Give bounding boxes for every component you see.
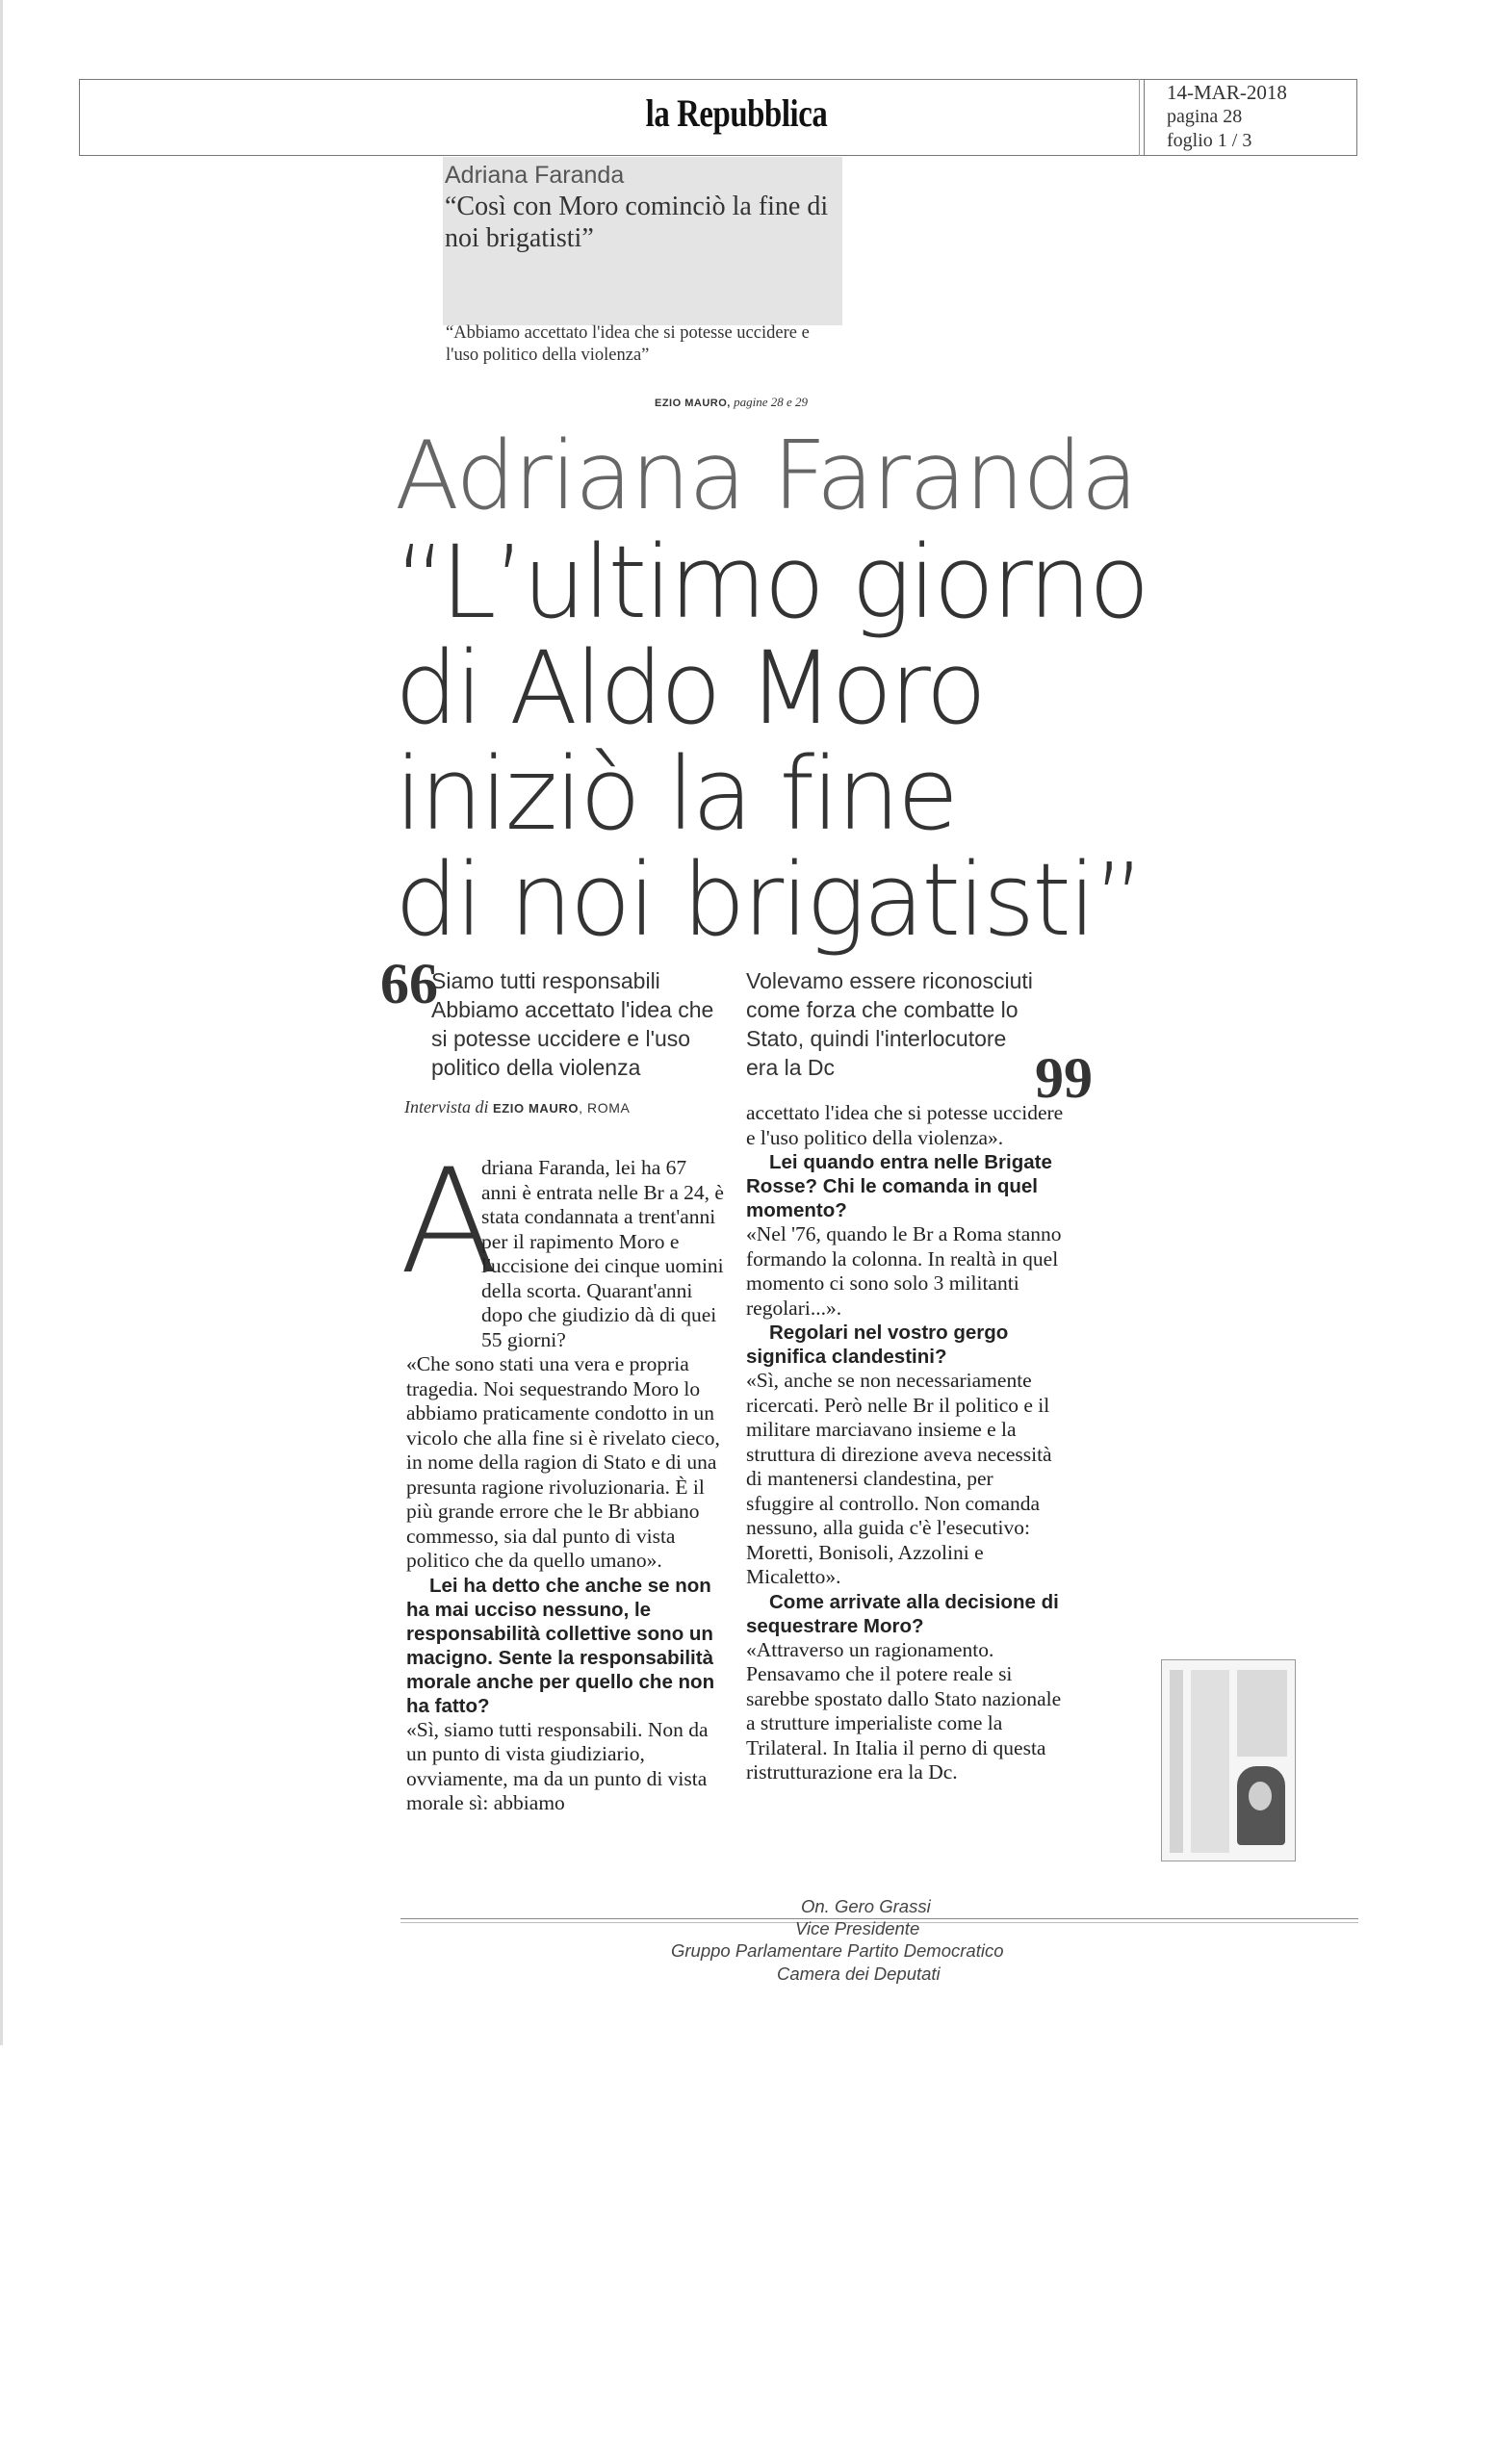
headline-line: iniziò la fine <box>395 735 956 853</box>
drop-cap: A <box>400 1139 499 1306</box>
open-quote-mark: 66 <box>380 952 438 1015</box>
article-paragraph: «Sì, anche se non necessariamente ricercati. Però nelle Br il politico e il militare marciavano insieme e la struttura di direzione aveva necessità di mantenersi clandestina, per sfuggire al controllo. Non comanda nessuno, alla guida c'è l'esecutivo: Moretti, Bonisoli, Azzolini e Micaletto». <box>746 1369 1052 1588</box>
page-thumbnail <box>1161 1659 1296 1861</box>
headline-line: di noi brigatisti” <box>395 841 1143 959</box>
article-byline <box>404 1097 630 1117</box>
teaser-byline-author: EZIO MAURO, <box>655 398 731 409</box>
thumbnail-strip <box>1170 1670 1183 1853</box>
signature-group: Gruppo Parlamentare Partito Democratico <box>671 1940 1004 1961</box>
scan-edge <box>0 0 3 2045</box>
sheet-number: foglio 1 / 3 <box>1167 130 1252 151</box>
teaser-title: “Così con Moro cominciò la fine di noi brigatisti” <box>445 192 829 253</box>
article-intro: driana Faranda, lei ha 67 anni è entrata nelle Br a 24, è stata condannata a trent'anni per il rapimento Moro e l'uccisione dei cinque uomini della scorta. Quarant'anni dopo che giudizio dà di quei 55 giorni? <box>481 1156 724 1351</box>
article-column-right <box>746 1101 1064 1785</box>
pull-quote-left: Siamo tutti responsabili Abbiamo accettato l'idea che si potesse uccidere e l'uso politico della violenza <box>431 968 714 1080</box>
thumbnail-strip <box>1237 1670 1287 1757</box>
interview-question: Come arrivate alla decisione di sequestrare Moro? <box>746 1590 1059 1637</box>
thumbnail-strip <box>1191 1670 1229 1853</box>
teaser-byline <box>655 395 808 410</box>
interview-question: Regolari nel vostro gergo significa clandestini? <box>746 1322 1009 1368</box>
pull-quote-right: Volevamo essere riconosciuti come forza che combatte lo Stato, quindi l'interlocutore era la Dc <box>746 968 1033 1080</box>
signature-role: Vice Presidente <box>795 1918 920 1938</box>
page-number: pagina 28 <box>1167 106 1243 127</box>
close-quote-mark: 99 <box>1035 1046 1093 1110</box>
teaser-quote: “Abbiamo accettato l'idea che si potesse uccidere e l'uso politico della violenza” <box>446 323 810 365</box>
headline <box>395 422 1148 959</box>
header-divider <box>1139 79 1140 156</box>
interview-question: Lei quando entra nelle Brigate Rosse? Chi le comanda in quel momento? <box>746 1151 1052 1221</box>
interview-question: Lei ha detto che anche se non ha mai ucciso nessuno, le responsabilità collettive sono un macigno. Sente la responsabilità morale anche per quello che non ha fatto? <box>406 1574 715 1717</box>
article-paragraph: «Che sono stati una vera e propria tragedia. Noi sequestrando Moro lo abbiamo praticamente condotto in un vicolo che alla fine si è rivelato cieco, in nome della ragion di Stato e di una presunta ragione rivoluzionaria. È il più grande errore che le Br abbiano commesso, sia dal punto di vista politico che da quello umano». <box>406 1352 720 1572</box>
byline-author: EZIO MAURO <box>493 1101 580 1116</box>
headline-line: di Aldo Moro <box>395 629 985 747</box>
article-column-left <box>406 1156 724 1816</box>
headline-name: Adriana Faranda <box>395 422 1137 531</box>
teaser-byline-pages: pagine 28 e 29 <box>734 395 808 409</box>
thumbnail-face <box>1249 1782 1272 1810</box>
signature-chamber: Camera dei Deputati <box>777 1964 941 1984</box>
signature-name: On. Gero Grassi <box>801 1896 931 1916</box>
article-paragraph: «Attraverso un ragionamento. Pensavamo che il potere reale si sarebbe spostato dallo Stato nazionale a strutture imperialiste come la Trilateral. In Italia il perno di questa ristrutturazione era la Dc. <box>746 1637 1062 1784</box>
newspaper-masthead: la Repubblica <box>645 91 828 135</box>
teaser-kicker: Adriana Faranda <box>445 162 625 189</box>
header-divider <box>1144 79 1145 156</box>
byline-prefix: Intervista di <box>404 1097 489 1116</box>
article-paragraph: «Nel '76, quando le Br a Roma stanno formando la colonna. In realtà in quel momento ci sono solo 3 militanti regolari...». <box>746 1222 1062 1320</box>
issue-date: 14-MAR-2018 <box>1167 81 1287 104</box>
article-paragraph: accettato l'idea che si potesse uccidere e l'uso politico della violenza». <box>746 1101 1064 1149</box>
byline-city: , ROMA <box>579 1100 631 1116</box>
article-paragraph: «Sì, siamo tutti responsabili. Non da un punto di vista giudiziario, ovviamente, ma da un punto di vista morale sì: abbiamo <box>406 1717 709 1814</box>
headline-line: “L’ultimo giorno <box>395 524 1148 641</box>
